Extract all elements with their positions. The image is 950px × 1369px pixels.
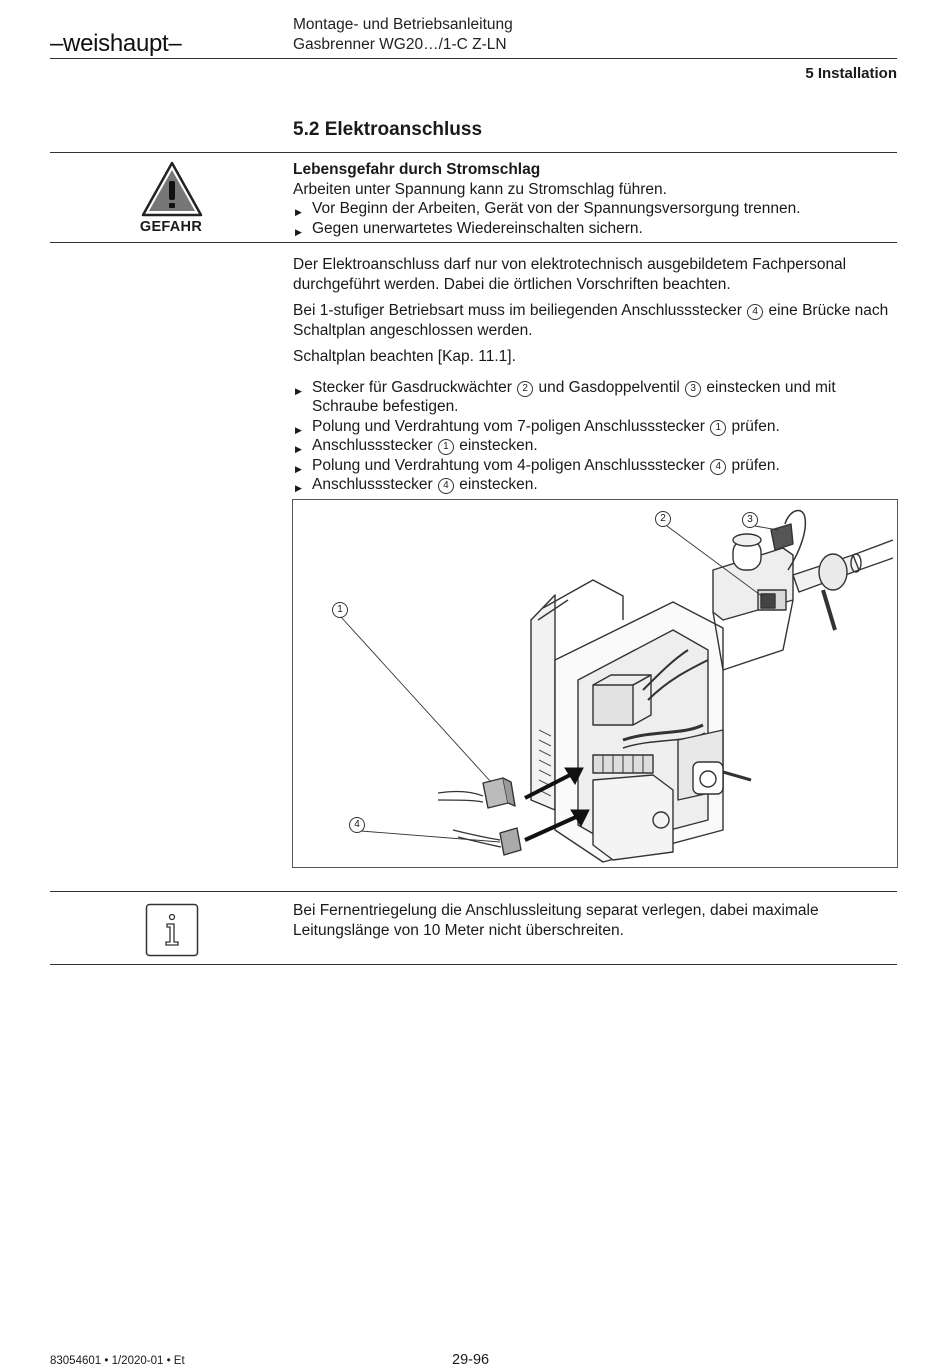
weishaupt-logo: –weishaupt–	[50, 30, 182, 57]
text-run: Stecker für Gasdruckwächter	[312, 378, 517, 396]
callout-number: 1	[438, 439, 454, 455]
burner-wiring-illustration	[292, 499, 898, 868]
warning-triangle-icon	[140, 160, 204, 218]
danger-bottom-rule	[50, 242, 897, 243]
paragraph-qualification: Der Elektroanschluss darf nur von elektrotechnisch ausgebildetem Fachpersonal durchgeführt werden. Dabei die örtlichen Vorschriften beachten.	[293, 256, 847, 293]
paragraph-wiring-reference: Schaltplan beachten [Kap. 11.1].	[293, 348, 516, 365]
callout-number: 3	[685, 381, 701, 397]
list-item: ▶ Gegen unerwartetes Wiedereinschalten sichern.	[293, 219, 893, 239]
callout-3: 3	[742, 512, 758, 528]
list-item	[293, 436, 893, 456]
page-number: 29-96	[452, 1352, 490, 1368]
title-line-2: Gasbrenner WG20…/1-C Z-LN	[293, 36, 507, 53]
text-run: prüfen.	[727, 417, 780, 435]
info-bottom-rule	[50, 964, 897, 965]
danger-label: GEFAHR	[139, 219, 203, 235]
danger-title: Lebensgefahr durch Stromschlag	[293, 161, 541, 178]
list-item: ▶ Vor Beginn der Arbeiten, Gerät von der Spannungsversorgung trennen.	[293, 199, 893, 219]
list-item	[293, 456, 893, 476]
danger-text: Arbeiten unter Spannung kann zu Stromschlag führen.	[293, 180, 667, 198]
callout-number: 1	[710, 420, 726, 436]
text-run: Anschlussstecker	[312, 476, 437, 493]
danger-bullets	[293, 199, 893, 238]
list-item	[293, 475, 893, 495]
text-run: eine Brücke nach Schaltplan angeschlossen werden.	[293, 302, 889, 339]
body-text	[293, 255, 893, 495]
callout-4: 4	[349, 817, 365, 833]
document-title	[293, 15, 513, 55]
text-run: einstecken und mit Schraube befestigen.	[312, 378, 836, 415]
text-run: einstecken.	[454, 476, 538, 493]
callout-number: 4	[710, 459, 726, 475]
callout-number: 2	[517, 381, 533, 397]
chapter-label: 5 Installation	[805, 65, 897, 82]
text-run: prüfen.	[727, 456, 780, 474]
info-icon	[145, 903, 199, 957]
callout-2: 2	[655, 511, 671, 527]
text-run: Polung und Verdrahtung vom 4-poligen Anschlussstecker	[312, 456, 710, 474]
info-text: Bei Fernentriegelung die Anschlussleitung separat verlegen, dabei maximale Leitungslänge von 10 Meter nicht überschreiten.	[293, 902, 819, 939]
callout-1: 1	[332, 602, 348, 618]
text-run: einstecken.	[454, 437, 538, 454]
list-item	[293, 378, 893, 417]
header-divider	[50, 58, 897, 59]
callout-number: 4	[438, 478, 454, 494]
paragraph-bridge	[293, 301, 893, 340]
burner-drawing	[293, 500, 897, 867]
text-run: und Gasdoppelventil	[534, 378, 685, 396]
installation-steps	[293, 378, 893, 495]
title-line-1: Montage- und Betriebsanleitung	[293, 16, 513, 33]
list-item	[293, 417, 893, 437]
info-top-rule	[50, 891, 897, 892]
text-run: Anschlussstecker	[312, 437, 437, 454]
document-number: 83054601 • 1/2020-01 • Et	[50, 1355, 185, 1367]
text-run: Polung und Verdrahtung vom 7-poligen Anschlussstecker	[312, 417, 710, 435]
danger-top-rule	[50, 152, 897, 153]
callout-number: 4	[747, 304, 763, 320]
text-run: Bei 1-stufiger Betriebsart muss im beiliegenden Anschlussstecker	[293, 302, 747, 319]
danger-text-block	[293, 160, 893, 238]
section-heading: 5.2 Elektroanschluss	[293, 119, 483, 140]
